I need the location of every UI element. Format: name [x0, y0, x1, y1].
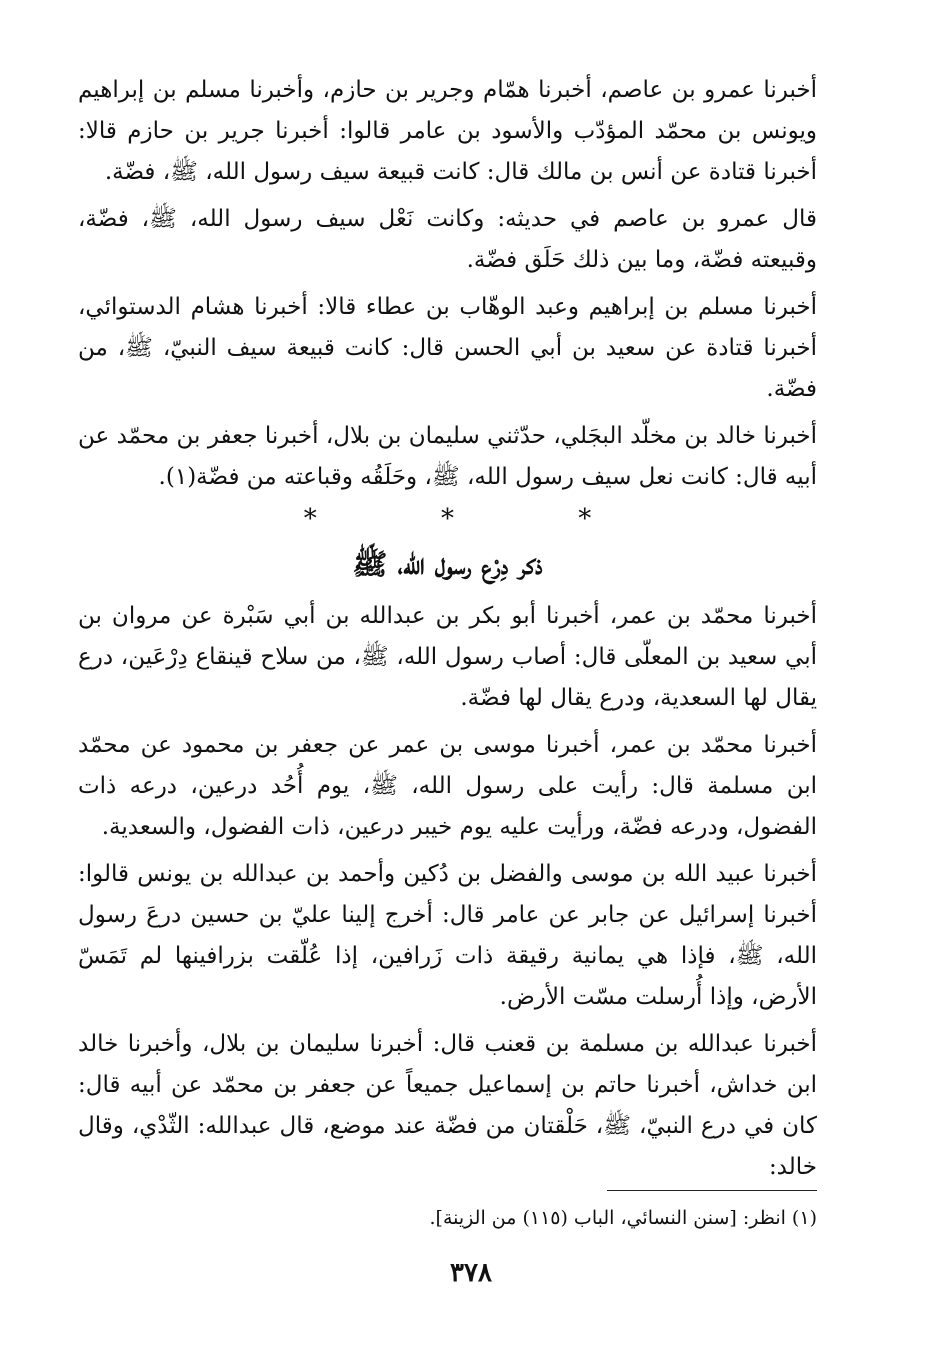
section-heading: ذكر دِرْع رسول الله، ﷺ: [352, 547, 543, 581]
paragraph-5: أخبرنا محمّد بن عمر، أخبرنا أبو بكر بن عبدالله بن أبي سَبْرة عن مروان بن أبي سعيد بن المعلّى قال: أصاب رسول الله، ﷺ، من سلاح قينقاع دِرْعَين، درع يقال لها السعدية، ودرع يقال لها فضّة.: [78, 603, 817, 711]
paragraph-8: أخبرنا عبدالله بن مسلمة بن قعنب قال: أخبرنا سليمان بن بلال، وأخبرنا خالد ابن خداش، أخبرنا حاتم بن إسماعيل جميعاً عن جعفر بن محمّد عن أبيه قال: كان في درع النبيّ، ﷺ، حَلْقتان من فضّة عند موضع، قال عبدالله: الثّدْي، وقال خالد:: [78, 1031, 817, 1180]
footnote: (١) انظر: [سنن النسائي، الباب (١١٥) من الزينة].: [429, 1207, 817, 1229]
paragraph-1: أخبرنا عمرو بن عاصم، أخبرنا همّام وجرير بن حازم، وأخبرنا مسلم بن إبراهيم ويونس بن محمّد المؤدّب والأسود بن عامر قالوا: أخبرنا جرير بن حازم قالا: أخبرنا قتادة عن أنس بن مالك قال: كانت قبيعة سيف رسول الله، ﷺ، فضّة.: [78, 77, 817, 185]
paragraph-7: أخبرنا عبيد الله بن موسى والفضل بن دُكين وأحمد بن عبدالله بن يونس قالوا: أخبرنا إسرائيل عن جابر عن عامر قال: أخرج إلينا عليّ بن حسين درعَ رسول الله، ﷺ، فإذا هي يمانية رقيقة ذات زَرافين، إذا عُلّقت بزرافينها لم تَمَسّ الأرض، وإذا أُرسلت مسّت الأرض.: [78, 861, 817, 1010]
paragraph-3: أخبرنا مسلم بن إبراهيم وعبد الوهّاب بن عطاء قالا: أخبرنا هشام الدستوائي، أخبرنا قتادة عن سعيد بن أبي الحسن قال: كانت قبيعة سيف النبيّ، ﷺ، من فضّة.: [78, 294, 817, 402]
paragraph-6: أخبرنا محمّد بن عمر، أخبرنا موسى بن عمر عن جعفر بن محمود عن محمّد ابن مسلمة قال: رأيت على رسول الله، ﷺ، يوم أُحُد درعين، درعه ذات الفضول، ودرعه فضّة، ورأيت عليه يوم خيبر درعين، ذات الفضول، والسعدية.: [78, 732, 817, 840]
paragraph-4: أخبرنا خالد بن مخلّد البجَلي، حدّثني سليمان بن بلال، أخبرنا جعفر بن محمّد عن أبيه قال: كانت نعل سيف رسول الله، ﷺ، وحَلَقُه وقباعته من فضّة(١).: [78, 423, 817, 490]
paragraph-2: قال عمرو بن عاصم في حديثه: وكانت نَعْل سيف رسول الله، ﷺ، فضّة، وقبيعته فضّة، وما بين ذلك حَلَق فضّة.: [78, 206, 817, 273]
section-separator: * * *: [303, 504, 650, 534]
footnote-divider: [607, 1190, 817, 1191]
page-number: ٣٧٨: [450, 1258, 492, 1288]
